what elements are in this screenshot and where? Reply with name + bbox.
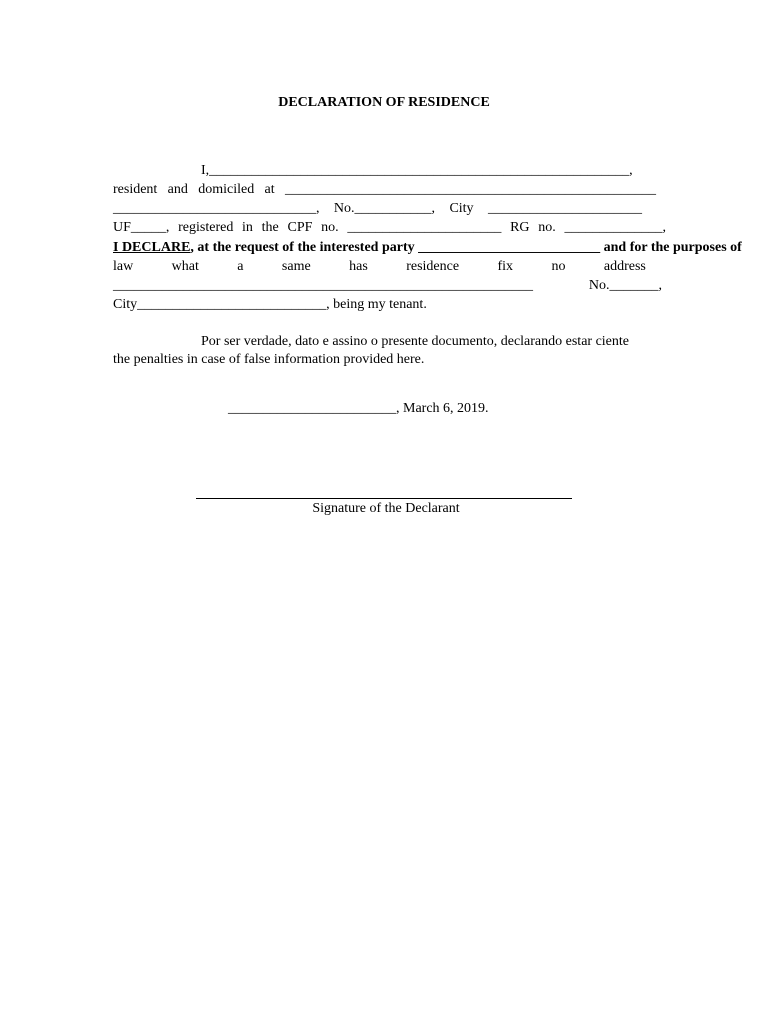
city-tenant-line: City___________________________, being my tenant. bbox=[113, 297, 427, 312]
text-word: same bbox=[281, 259, 311, 274]
address-blank: ____________________________________________________________ bbox=[113, 278, 533, 293]
text-word: the bbox=[261, 220, 279, 235]
text-word: City bbox=[449, 201, 474, 216]
uf-cpf-rg-line bbox=[113, 219, 666, 237]
cpf-blank: ______________________ bbox=[347, 220, 502, 235]
number-city-line bbox=[113, 200, 642, 218]
document-title: DECLARATION OF RESIDENCE bbox=[278, 95, 490, 110]
text-word: resident bbox=[113, 182, 158, 197]
truth-statement-line-1: Por ser verdade, dato e assino o presente documento, declarando estar ciente bbox=[201, 334, 629, 349]
address-blank: _____________________________________________________ bbox=[284, 182, 656, 197]
text-word: in bbox=[242, 220, 253, 235]
text-word: a bbox=[237, 259, 244, 274]
text-word: no bbox=[551, 259, 566, 274]
declaration-rest-text: , at the request of the interested party __________________________ and for the purposes of bbox=[190, 240, 742, 255]
address-number-line bbox=[113, 277, 662, 295]
text-word: at bbox=[264, 182, 275, 197]
signature-line bbox=[196, 498, 572, 499]
law-line bbox=[113, 258, 646, 276]
signature-label: Signature of the Declarant bbox=[312, 501, 460, 516]
city-blank: ______________________ bbox=[487, 201, 642, 216]
uf-blank: UF_____, bbox=[113, 220, 170, 235]
declaration-line bbox=[113, 239, 742, 257]
i-declare-text: I DECLARE bbox=[113, 240, 191, 255]
text-word: registered bbox=[178, 220, 234, 235]
place-date-line: ________________________, March 6, 2019. bbox=[228, 401, 489, 416]
rg-blank: ______________, bbox=[564, 220, 666, 235]
text-word: fix bbox=[497, 259, 514, 274]
text-word: address bbox=[603, 259, 646, 274]
number-blank: No.___________, bbox=[333, 201, 436, 216]
number-blank: No._______, bbox=[588, 278, 662, 293]
text-word: has bbox=[349, 259, 368, 274]
text-word: residence bbox=[406, 259, 460, 274]
text-word: domiciled bbox=[198, 182, 255, 197]
text-word: no. bbox=[538, 220, 556, 235]
residence-address-line bbox=[113, 181, 656, 199]
text-word: law bbox=[113, 259, 134, 274]
text-word: what bbox=[171, 259, 199, 274]
street-blank: _____________________________, bbox=[113, 201, 320, 216]
text-word: CPF bbox=[287, 220, 313, 235]
truth-statement-line-2: the penalties in case of false information provided here. bbox=[113, 352, 425, 367]
text-word: no. bbox=[321, 220, 339, 235]
text-word: RG bbox=[510, 220, 530, 235]
text-word: and bbox=[167, 182, 188, 197]
declarant-name-line: I,____________________________________________________________, bbox=[201, 163, 633, 178]
